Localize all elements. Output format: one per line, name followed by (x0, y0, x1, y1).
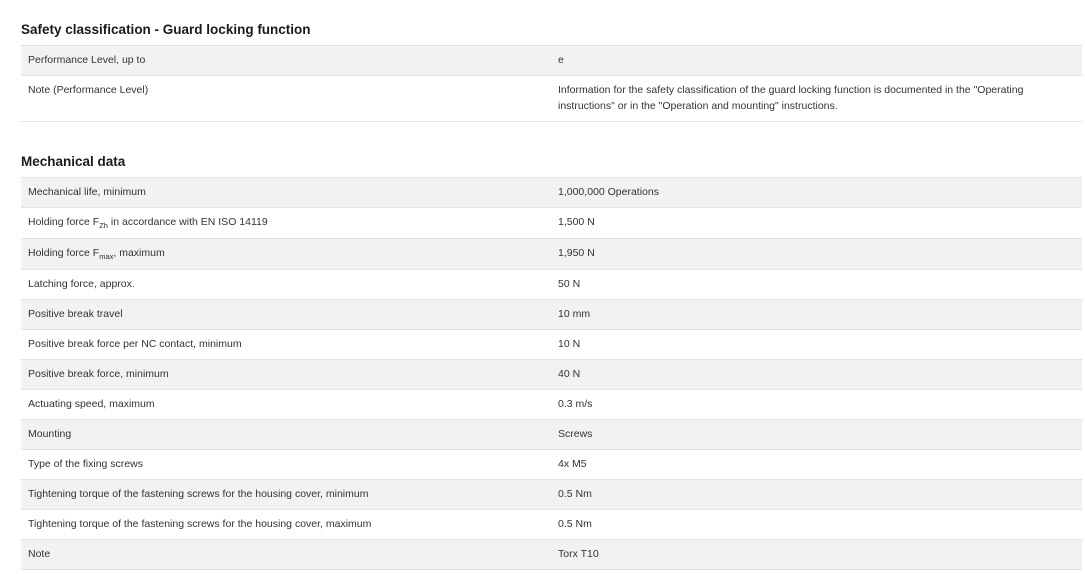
row-label: Note (Performance Level) (28, 84, 149, 96)
row-value: e (558, 54, 564, 66)
row-value: 0.3 m/s (558, 398, 593, 410)
row-label: Mechanical life, minimum (28, 186, 146, 198)
row-label: Note (28, 548, 51, 560)
row-value: 0.5 Nm (558, 518, 592, 530)
table-row (21, 76, 1082, 122)
row-label (21, 239, 551, 270)
label-subscript: Zh (99, 221, 108, 230)
row-value: 4x M5 (558, 458, 587, 470)
table-row (21, 450, 1082, 480)
table-row (21, 46, 1082, 76)
label-text: Holding force F (28, 216, 100, 228)
row-label: Latching force, approx. (28, 278, 135, 290)
row-label: Tightening torque of the fastening screws for the housing cover, minimum (28, 488, 369, 500)
table-row (21, 300, 1082, 330)
table-row (21, 270, 1082, 300)
table-row (21, 480, 1082, 510)
table-row (21, 390, 1082, 420)
row-value: 40 N (558, 368, 581, 380)
row-value: Torx T10 (558, 548, 599, 560)
row-value: Screws (558, 428, 593, 440)
label-text: in accordance with EN ISO 14119 (107, 216, 268, 228)
row-value: 10 N (558, 338, 581, 350)
row-label (21, 208, 551, 239)
label-subscript: max (99, 252, 114, 261)
table-row (21, 239, 1082, 270)
row-label: Performance Level, up to (28, 54, 146, 66)
row-value: 50 N (558, 278, 581, 290)
row-label: Positive break force per NC contact, minimum (28, 338, 242, 350)
row-value: 1,000,000 Operations (558, 186, 659, 198)
table-row (21, 510, 1082, 540)
table-row (21, 178, 1082, 208)
section-title-safety: Safety classification - Guard locking function (21, 22, 311, 37)
label-text: , maximum (113, 247, 165, 259)
row-value: 10 mm (558, 308, 591, 320)
label-text: Holding force F (28, 247, 100, 259)
table-row (21, 330, 1082, 360)
table-row (21, 360, 1082, 390)
row-value: 1,500 N (558, 216, 595, 228)
mechanical-table (21, 177, 1082, 570)
row-label: Positive break travel (28, 308, 123, 320)
row-label: Tightening torque of the fastening screws for the housing cover, maximum (28, 518, 372, 530)
row-label: Positive break force, minimum (28, 368, 169, 380)
row-label: Mounting (28, 428, 72, 440)
row-value: 0.5 Nm (558, 488, 592, 500)
section-title-mechanical: Mechanical data (21, 154, 126, 169)
row-label: Type of the fixing screws (28, 458, 143, 470)
table-row (21, 208, 1082, 239)
table-row (21, 420, 1082, 450)
row-label: Actuating speed, maximum (28, 398, 155, 410)
row-value: 1,950 N (558, 247, 595, 259)
table-row (21, 540, 1082, 570)
row-value: Information for the safety classification of the guard locking function is documented in the "Operating instructions" or in the "Operation and mounting" instructions. (558, 84, 1024, 112)
safety-table (21, 45, 1082, 122)
